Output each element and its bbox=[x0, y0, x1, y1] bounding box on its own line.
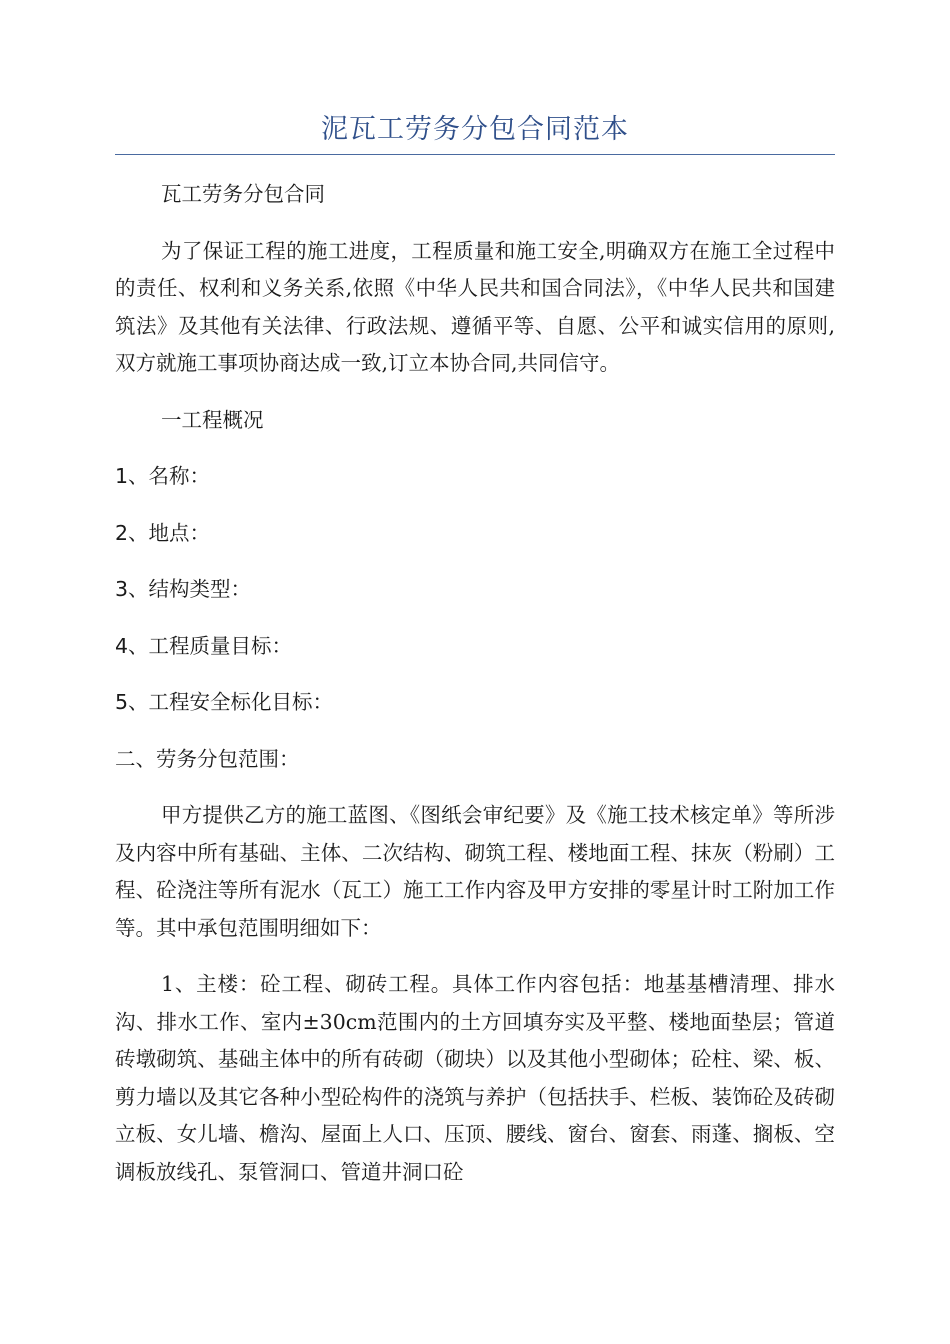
item-number: 5 bbox=[115, 690, 129, 714]
intro-paragraph: 为了保证工程的施工进度，工程质量和施工安全,明确双方在施工全过程中的责任、权利和义务关系,依照《中华人民共和国合同法》，《中华人民共和国建筑法》及其他有关法律、行政法规、遵循平等、自愿、公平和诚实信用的原则,双方就施工事项协商达成一致,订立本协合同,共同信守。 bbox=[115, 238, 835, 375]
overview-item bbox=[115, 684, 835, 722]
contract-subtitle: 瓦工劳务分包合同 bbox=[161, 182, 325, 206]
item-text: 、地点： bbox=[128, 520, 211, 545]
item-number: 1 bbox=[115, 464, 129, 488]
item-number: 3 bbox=[115, 577, 129, 601]
detail-paragraph: 1、主楼：砼工程、砌砖工程。具体工作内容包括：地基基槽清理、排水沟、排水工作、室内±30cm范围内的土方回填夯实及平整、楼地面垫层；管道砖墩砌筑、基础主体中的所有砖砌（砌块）以及其他小型砌体；砼柱、梁、板、剪力墙以及其它各种小型砼构件的浇筑与养护（包括扶手、栏板、装饰砼及砖砌立板、女儿墙、檐沟、屋面上人口、压顶、腰线、窗台、窗套、雨蓬、搁板、空调板放线孔、泵管洞口、管道井洞口砼 bbox=[115, 972, 835, 1184]
item-text: 、结构类型： bbox=[128, 577, 252, 601]
overview-item bbox=[115, 458, 835, 496]
overview-item bbox=[115, 571, 835, 609]
section-2-heading: 二、劳务分包范围： bbox=[115, 746, 300, 771]
title-underline bbox=[115, 154, 835, 155]
overview-item bbox=[115, 515, 835, 553]
item-number: 2 bbox=[115, 520, 129, 545]
item-text: 、工程质量目标： bbox=[128, 633, 293, 658]
item-text: 、工程安全标化目标： bbox=[128, 690, 334, 714]
document-body bbox=[115, 176, 835, 1210]
scope-paragraph: 甲方提供乙方的施工蓝图、《图纸会审纪要》及《施工技术核定单》等所涉及内容中所有基础、主体、二次结构、砌筑工程、楼地面工程、抹灰（粉刷）工程、砼浇注等所有泥水（瓦工）施工工作内容及甲方安排的零星计时工附加工作等。其中承包范围明细如下： bbox=[115, 803, 835, 940]
item-text: 、名称： bbox=[128, 464, 211, 488]
overview-item bbox=[115, 628, 835, 666]
document-title: 泥瓦工劳务分包合同范本 bbox=[321, 114, 629, 145]
section-1-heading: 一工程概况 bbox=[161, 407, 264, 432]
item-number: 4 bbox=[115, 633, 129, 658]
